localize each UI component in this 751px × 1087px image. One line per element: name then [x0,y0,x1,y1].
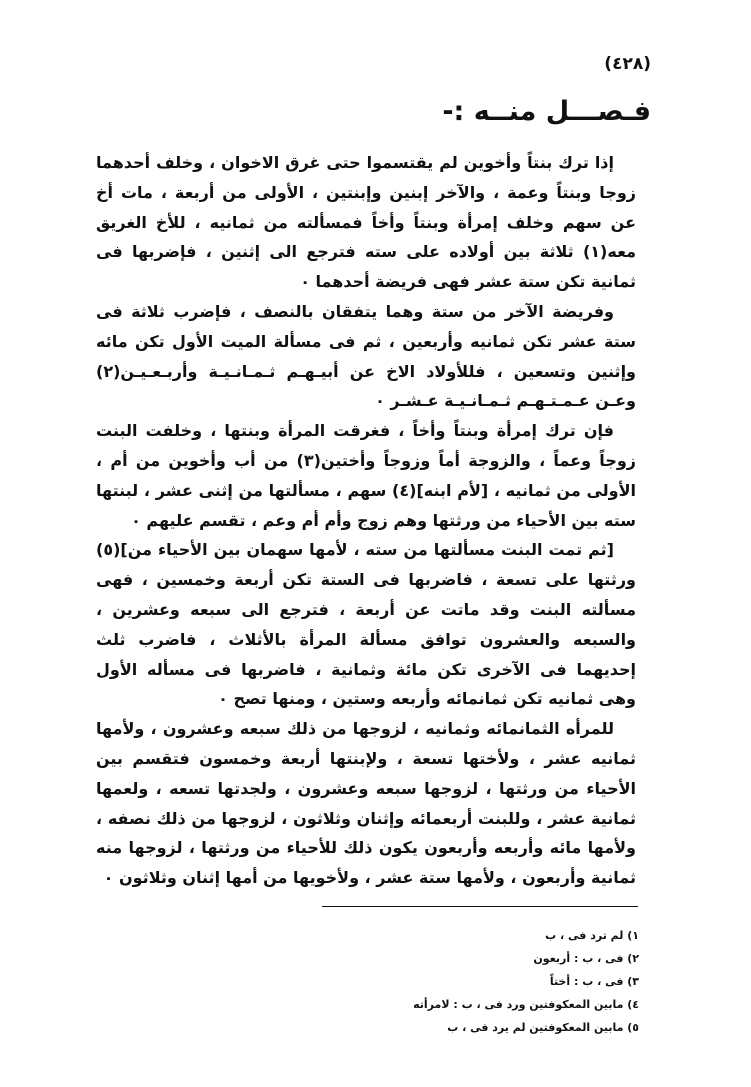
footnote-4: ٤) مابين المعكوفتين ورد فى ، ب : لامرأته [413,998,639,1011]
footnotes [219,924,639,1039]
paragraph-2: وفريضة الآخر من ستة وهما يتفقان بالنصف ، فإضرب ثلاثة فى ستة عشر تكن ثمانيه وأربعين ، ثم فى مسألة الميت الأول تكن مائه وإثنين وتسعين ، فللأولاد الاخ عن أبيـهـم ثـمـانـيـة وأربـعـيـن(٢) وعـن عـمـتـهـم ثـمـانـيـة عـشـر ٠ [96,301,636,411]
paragraph-5: للمرأه الثمانمائه وثمانيه ، لزوجها من ذلك سبعه وعشرون ، ولأمها ثمانيه عشر ، ولأختها تسعة ، ولإبنتها أربعة وخمسون فتقسم بين الأحياء من ورثتها ، لزوجها سبعه وعشرون ، ولجدتها تسعه ، ولعمها ثمانية عشر ، وللبنت أربعمائه وإثنان وثلاثون ، لزوجها من ذلك نصفه ، ولأمها مائه وأربعه وأربعون يكون ذلك للأحياء من ورثتها ، لزوجها منه ثمانية وأربعون ، ولأمها ستة عشر ، ولأخويها من أمها إثنان وثلاثون ٠ [96,719,636,888]
footnote-5: ٥) مابين المعكوفتين لم يرد فى ، ب [447,1021,639,1034]
footnote-1: ١) لم ترد فى ، ب [545,929,639,942]
section-title: فـصـــل منــه :- [442,96,651,127]
footnote-divider [322,906,638,907]
page-number: (٤٢٨) [604,54,651,74]
footnote-3: ٣) فى ، ب : أختاً [549,975,639,988]
paragraph-3: فإن ترك إمرأة وبنتاً وأخاً ، فغرقت المرأة وبنتها ، وخلفت البنت زوجاً وعماً ، والزوجة أماً وزوجاً وأختين(٣) من أب وأخوين من أم ، الأولى من ثمانيه ، [لأم ابنه](٤) سهم ، مسألتها من إثنى عشر ، لبنتها سته بين الأحياء من ورثتها وهم زوج وأم أم وعم ، تقسم عليهم ٠ [96,421,637,530]
paragraph-4: [ثم تمت البنت مسألتها من سته ، لأمها سهمان بين الأحياء من](٥) ورثتها على تسعة ، فاضربها فى الستة تكن أربعة وخمسين ، فهى مسألته البنت وقد ماتت عن أربعة ، فترجع الى سبعه وعشرين ، والسبعه والعشرون توافق مسألة المرأة بالأثلاث ، فاضرب ثلث إحديهما فى الآخرى تكن مائة وثمانية ، فاضربها فى مسأله الأول وهى ثمانيه تكن ثمانمائه وأربعه وستين ، ومنها تصح ٠ [96,540,636,709]
paragraph-1: إذا ترك بنتاً وأخوين لم يقتسموا حتى غرق الاخوان ، وخلف أحدهما زوجا وبنتاً وعمة ، والآخر إبنين وإبنتين ، الأولى من أربعة ، مات أخ عن سهم وخلف إمرأة وبنتاً وأخاً فمسألته من ثمانيه ، للأخ الغريق معه(١) ثلاثة بين أولاده على سته فترجع الى إثنين ، فإضربها فى ثمانية تكن ستة عشر فهى فريضة أحدهما ٠ [96,153,636,292]
footnote-2: ٢) فى ، ب : أربعون [533,952,639,965]
body-text [96,148,636,893]
